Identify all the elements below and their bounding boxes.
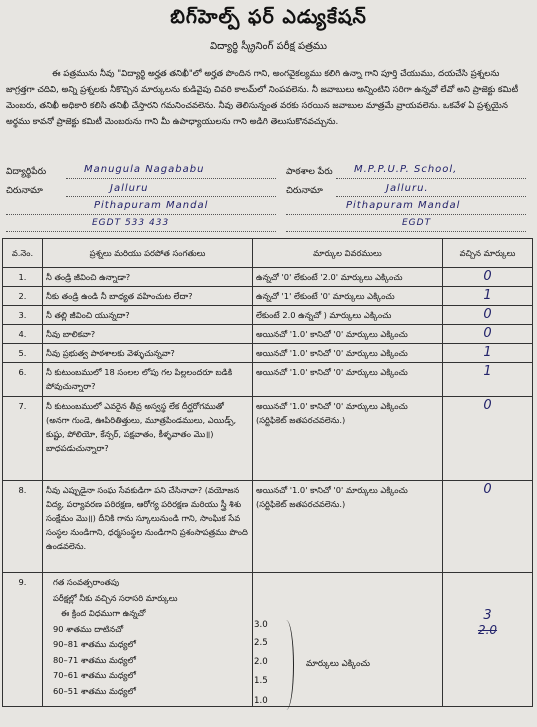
row-score[interactable]: 0: [443, 481, 533, 573]
row-number: 9.: [3, 573, 43, 707]
table-row: [3, 344, 533, 363]
grade-point: 2.0: [254, 657, 268, 667]
address-line-2: [6, 214, 276, 215]
row-marks-rule: ఉన్నచో '1' లేకుంటే '0' మార్కులు ఎక్కించు: [253, 287, 443, 306]
row-marks-rule: లేకుంటే 2.0 ఉన్నచో ) మార్కులు ఎక్కించు: [253, 306, 443, 325]
score-struck: 2.0: [477, 623, 498, 637]
grade-point: 1.0: [254, 696, 268, 706]
intro-paragraph: ఈ పత్రమును నీవు "విద్యార్థి అర్హత తనిఖీ"లో అర్హత పొందిన గాని, అంగవైకల్యము కలిగి ఉన్నా గాని పూర్తి చేయుము, దయచేసి ప్రశ్నలను జాగ్రత్తగా చదివి, అన్ని ప్రశ్నలకు నీకొచ్చిన మార్కులను కుడివైపు చివరి కాలమ్‌లో నింపవలెను. నీ జవాబులు అన్నింటిని సరిగా ఉన్నవో లేవో అని ప్రాజెక్టు కమిటీ మెంబరు, తనిఖీ అధికారి కలిసి తనిఖీ చేస్తారని గమనించవలెను. నీవు తెలిసున్నంత వరకు సరయిన జవాబుల మాత్రమే వ్రాయవలెను. ఒకవేళ ఏ ప్రశ్నయైన అర్థము కావనో ప్రాజెక్టు కమిటీ మెంబరును గాని మీ ఉపాధ్యాయులను గాని అడిగి తెలుసుకొనవచ్చును.: [6, 69, 519, 127]
grade-line: 70–61 శాతము మధ్యలో: [53, 670, 136, 680]
row-score[interactable]: 0: [443, 268, 533, 287]
school-address-line-1: [336, 196, 526, 197]
row-question-grade: [43, 573, 253, 707]
header-marks-obtained: వచ్చిన మార్కులు: [443, 239, 533, 268]
row-question: నీ తండ్రి జీవించి ఉన్నాడా?: [43, 268, 253, 287]
row-marks-rule: అయినచో '1.0' కానిచో '0' మార్కులు ఎక్కించు (సర్టిఫికెట్ జతపరచవలెను.): [253, 397, 443, 481]
table-row: [3, 306, 533, 325]
grade-line: 80–71 శాతము మధ్యలో: [53, 654, 136, 665]
grade-point: 3.0: [254, 620, 268, 630]
address-line-3: [6, 231, 276, 232]
row-score[interactable]: 0: [443, 397, 533, 481]
row-question: నీ తల్లి జీవించి యున్నదా?: [43, 306, 253, 325]
address-label: చిరునామా: [6, 186, 43, 196]
row-question: నీవు బాలికవా?: [43, 325, 253, 344]
school-address-line-3: [286, 231, 526, 232]
address-line-1: [66, 196, 276, 197]
page-title: బిగ్‌హెల్ప్ ఫర్ ఎడ్యుకేషన్: [170, 6, 367, 28]
row-marks-rule: ఉన్నచో '0' లేకుంటే '2.0' మార్కులు ఎక్కించు: [253, 268, 443, 287]
grade-line: పరీక్షల్లో నీకు వచ్చిన సరాసరి మార్కులు: [53, 592, 178, 603]
row-question: నీవు ప్రభుత్వ పాఠశాలకు వెళ్ళుచున్నవా?: [43, 344, 253, 363]
grade-line: 90 శాతము దాటినచో: [53, 623, 124, 634]
table-row: [3, 287, 533, 306]
row-score[interactable]: [443, 573, 533, 707]
grade-marks-label: మార్కులు ఎక్కించు: [306, 659, 371, 669]
address-value-2[interactable]: Pithapuram Mandal: [94, 200, 209, 211]
student-name-label: విద్యార్థిపేరు: [6, 167, 47, 177]
student-name-value[interactable]: Manugula Nagababu: [84, 164, 205, 175]
school-address-value-3[interactable]: EGDT: [402, 218, 432, 228]
row-number: 6.: [3, 363, 43, 397]
school-address-line-2: [286, 214, 526, 215]
row-number: 7.: [3, 397, 43, 481]
score-written: 3: [483, 608, 492, 623]
grade-point: 1.5: [254, 676, 268, 686]
table-row: [3, 325, 533, 344]
address-value-3[interactable]: EGDT 533 433: [92, 218, 170, 228]
grade-line: గత సంవత్సరాంతపు: [53, 577, 120, 587]
row-score[interactable]: 1: [443, 344, 533, 363]
row-number: 8.: [3, 481, 43, 573]
school-address-value-1[interactable]: Jalluru.: [386, 183, 429, 194]
table-row: [3, 481, 533, 573]
row-number: 4.: [3, 325, 43, 344]
row-marks-rule: అయినచో '1.0' కానిచో '0' మార్కులు ఎక్కించు: [253, 344, 443, 363]
row-question: నీ కుటుంబములో ఎవరైన తీవ్ర అస్వస్థ లేక దీర్ఘరోగముతో (అనగా గుండె, ఊపిరితిత్తులు, మూత్రపిండములు, ఎయిడ్స్, కుష్టు, పోలియో, కేన్సర్, పక్షవాతం, కీళ్ళవాతం మొ॥) బాధపడుచున్నారా?: [43, 397, 253, 481]
row-question: నీకు తండ్రి ఉండి నీ బాధ్యత వహించుట లేదా?: [43, 287, 253, 306]
table-row: [3, 268, 533, 287]
student-name-line: [66, 178, 276, 179]
grade-line: ఈ క్రింద విధముగా ఉన్నచో: [61, 608, 146, 618]
screening-table: [2, 238, 533, 707]
table-row: [3, 363, 533, 397]
table-row: [3, 397, 533, 481]
header-questions: ప్రశ్నలు మరియు పరపోత సంగతులు: [43, 239, 253, 268]
row-question: నీవు ఎప్పుడైనా సంఘ సేవకుడిగా పని చేసినావా? (వయోజన విద్య, పర్యావరణ పరిరక్షణ, ఆరోగ్య పరిరక్షణ మరియు స్త్రీ శిశు సంక్షేమం మొ॥) దీనికి గాను స్కూలునుండి గాని, సాంఘిక సేవ సంస్థల నుండిగాని, ధర్మసంస్థల నుండిగాని ప్రశంసాపత్రము పొంది ఉండవలెను.: [43, 481, 253, 573]
row-score[interactable]: 0: [443, 306, 533, 325]
school-address-value-2[interactable]: Pithapuram Mandal: [346, 200, 461, 211]
school-name-value[interactable]: M.P.P.U.P. School,: [354, 164, 458, 175]
grade-point: 2.5: [254, 638, 268, 648]
row-score[interactable]: 0: [443, 325, 533, 344]
row-marks-rule: అయినచో '1.0' కానిచో '0' మార్కులు ఎక్కించు: [253, 363, 443, 397]
row-score[interactable]: 1: [443, 363, 533, 397]
row-number: 3.: [3, 306, 43, 325]
row-number: 5.: [3, 344, 43, 363]
header-serial: వ.నెం.: [3, 239, 43, 268]
table-header-row: [3, 239, 533, 268]
row-number: 2.: [3, 287, 43, 306]
address-value-1[interactable]: Jalluru: [110, 183, 149, 194]
row-marks-rule: అయినచో '1.0' కానిచో '0' మార్కులు ఎక్కించు: [253, 325, 443, 344]
school-address-label: చిరునామా: [286, 186, 323, 196]
page-subtitle: విద్యార్థి స్క్రీనింగ్ పరీక్ష పత్రము: [210, 41, 327, 52]
header-marks-details: మార్కుల వివరములు: [253, 239, 443, 268]
row-question: నీ కుటుంబములో 18 సంలల లోపు గల పిల్లలందరూ బడికి పోవుచున్నారా?: [43, 363, 253, 397]
grade-line: 90–81 శాతము మధ్యలో: [53, 639, 136, 649]
row-marks-rule: అయినచో '1.0' కానిచో '0' మార్కులు ఎక్కించు (సర్టిఫికెట్ జతపరచవలెను.): [253, 481, 443, 573]
row-number: 1.: [3, 268, 43, 287]
school-name-label: పాఠశాల పేరు: [286, 167, 333, 177]
school-name-line: [336, 178, 526, 179]
row-score[interactable]: 1: [443, 287, 533, 306]
grade-line: 60–51 శాతము మధ్యలో: [53, 685, 136, 696]
